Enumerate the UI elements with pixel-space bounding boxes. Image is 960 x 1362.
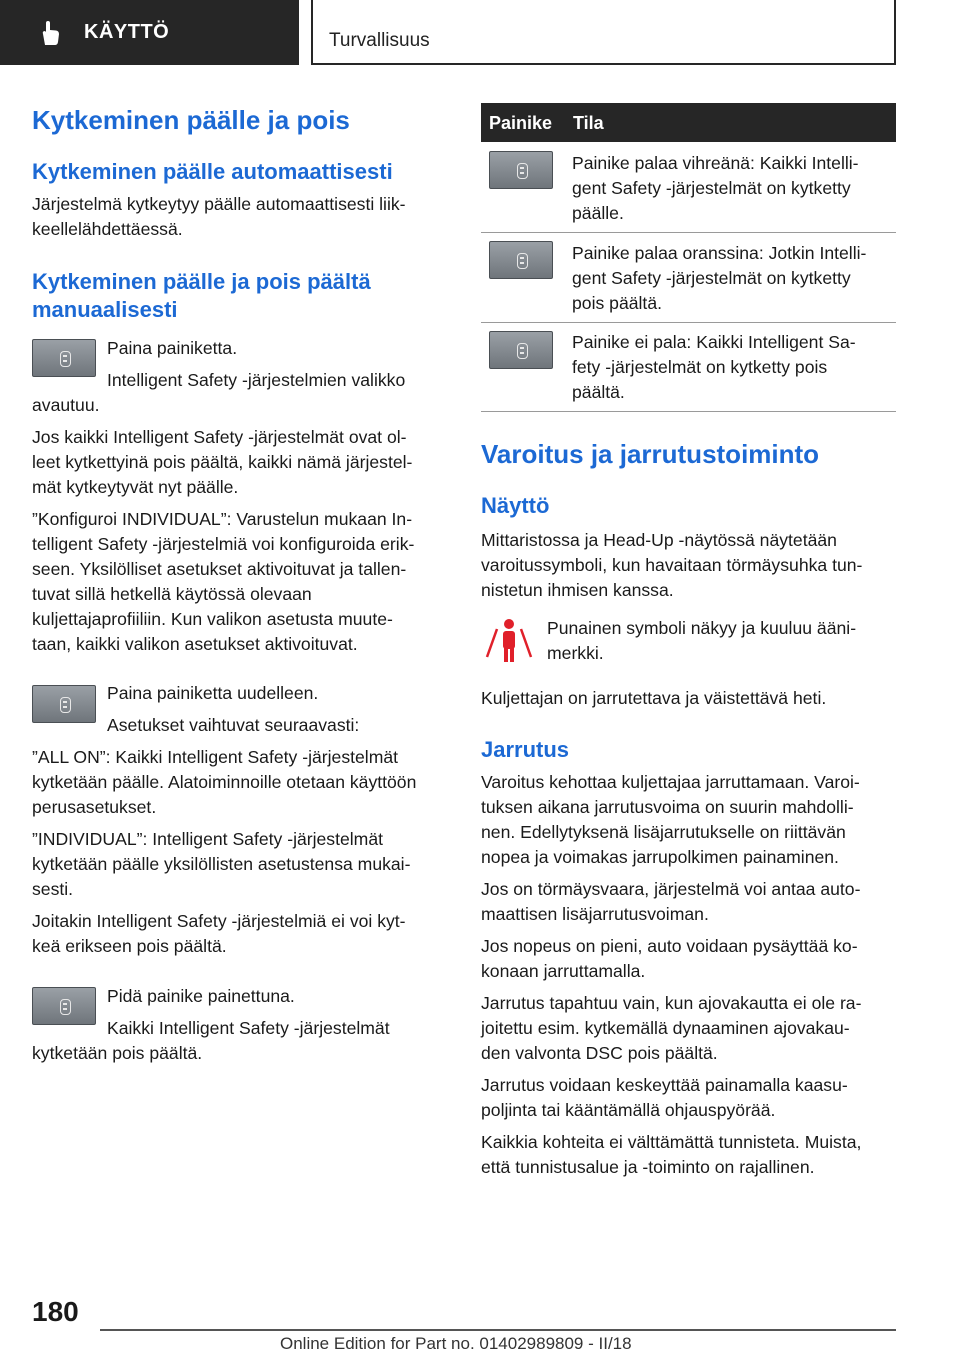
section-tab <box>0 0 299 65</box>
text-brake3-2: konaan jarruttamalla. <box>481 961 646 981</box>
text-brake4-2: joitettu esim. kytkemällä dynaaminen ajovakau- <box>481 1018 850 1038</box>
button-green-icon <box>489 151 553 189</box>
text-brake1-2: tuksen aikana jarrutusvoima on suurin mahdolli- <box>481 797 854 817</box>
table-row2-line1: Painike palaa oranssina: Jotkin Intelli- <box>572 243 867 263</box>
text-some-2: keä erikseen pois päältä. <box>32 936 227 956</box>
step1-line3: avautuu. <box>32 395 100 415</box>
text-brake6-1: Kaikkia kohteita ei välttämättä tunnisteta. Muista, <box>481 1132 862 1152</box>
step1-line2: Intelligent Safety -järjestelmien valikko <box>107 370 406 390</box>
table-row1-line1: Painike palaa vihreänä: Kaikki Intelli- <box>572 153 859 173</box>
text-config-4: tuvat sillä hetkellä käytössä olevaan <box>32 584 312 604</box>
table-row3-line2: fety -järjestelmät on kytketty pois <box>572 357 828 377</box>
step3-line3: kytketään pois päältä. <box>32 1043 203 1063</box>
table-row2-line3: pois päältä. <box>572 293 662 313</box>
text-brake1-1: Varoitus kehottaa kuljettajaa jarruttamaan. Varoi- <box>481 772 860 792</box>
table-col-button: Painike <box>489 113 553 133</box>
hand-icon <box>36 18 66 48</box>
section-label: KÄYTTÖ <box>84 21 170 43</box>
intelligent-safety-button-icon-2 <box>32 685 96 723</box>
text-indiv-3: sesti. <box>32 879 74 899</box>
table-row1-line2: gent Safety -järjestelmät on kytketty <box>572 178 851 198</box>
step3-line1: Pidä painike painettuna. <box>107 986 295 1006</box>
table-row-divider <box>481 322 896 323</box>
text-auto-2: keellelähdettäessä. <box>32 219 183 239</box>
text-config-5: kuljettajaprofiiliin. Kun valikon asetusta muute- <box>32 609 393 629</box>
table-row2-line2: gent Safety -järjestelmät on kytketty <box>572 268 851 288</box>
heading-manual-1: Kytkeminen päälle ja pois päältä <box>32 269 371 294</box>
step2-line2: Asetukset vaihtuvat seuraavasti: <box>107 715 360 735</box>
text-allon-2: kytketään päälle. Alatoiminnoille otetaan käyttöön <box>32 772 417 792</box>
step3-line2: Kaikki Intelligent Safety -järjestelmät <box>107 1018 390 1038</box>
text-brake5-2: poljinta tai kääntämällä ohjauspyörää. <box>481 1100 776 1120</box>
button-off-icon <box>489 331 553 369</box>
table-row-divider <box>481 232 896 233</box>
step1-line1: Paina painiketta. <box>107 338 238 358</box>
button-orange-icon <box>489 241 553 279</box>
table-col-state: Tila <box>573 113 604 133</box>
heading-warning-brake: Varoitus ja jarrutustoiminto <box>481 439 820 469</box>
text-brake3-1: Jos nopeus on pieni, auto voidaan pysäyttää ko- <box>481 936 858 956</box>
text-allon-3: perusasetukset. <box>32 797 157 817</box>
text-brake6-2: että tunnistusalue ja -toiminto on rajallinen. <box>481 1157 815 1177</box>
text-brake1-4: nopea ja voimakas jarrupolkimen painaminen. <box>481 847 839 867</box>
text-display-1: Mittaristossa ja Head-Up -näytössä näytetään <box>481 530 837 550</box>
text-indiv-1: ”INDIVIDUAL”: Intelligent Safety -järjestelmät <box>32 829 384 849</box>
text-all-off-1: Jos kaikki Intelligent Safety -järjestelmät ovat ol- <box>32 427 407 447</box>
text-brake1-3: nen. Edellytyksenä lisäjarrutukselle on riittävän <box>481 822 846 842</box>
text-driver: Kuljettajan on jarrutettava ja väistettävä heti. <box>481 688 827 708</box>
chapter-header <box>311 0 896 65</box>
text-auto-1: Järjestelmä kytkeytyy päälle automaattisesti liik- <box>32 194 406 214</box>
text-all-off-2: leet kytkettyinä pois päältä, kaikki nämä järjestel- <box>32 452 413 472</box>
text-allon-1: ”ALL ON”: Kaikki Intelligent Safety -järjestelmät <box>32 747 399 767</box>
text-display-2: varoitussymboli, kun havaitaan törmäysuhka tun- <box>481 555 863 575</box>
footer-divider <box>100 1329 896 1331</box>
page-number: 180 <box>32 1296 79 1327</box>
text-display-3: nistetun ihmisen kanssa. <box>481 580 674 600</box>
table-row-divider <box>481 411 896 412</box>
footer-edition: Online Edition for Part no. 01402989809 - II/18 <box>280 1334 632 1353</box>
text-brake4-1: Jarrutus tapahtuu vain, kun ajovakautta ei ole ra- <box>481 993 862 1013</box>
text-config-6: taan, kaikki valikon asetukset aktivoituvat. <box>32 634 358 654</box>
heading-auto-on: Kytkeminen päälle automaattisesti <box>32 159 393 184</box>
text-brake2-2: maattisen lisäjarrutusvoiman. <box>481 904 709 924</box>
table-row3-line3: päältä. <box>572 382 625 402</box>
text-all-off-3: mät kytkeytyvät nyt päälle. <box>32 477 239 497</box>
intelligent-safety-button-icon-3 <box>32 987 96 1025</box>
text-warning-2: merkki. <box>547 643 604 663</box>
pedestrian-warning-icon <box>481 613 537 665</box>
text-warning-1: Punainen symboli näkyy ja kuuluu ääni- <box>547 618 857 638</box>
text-indiv-2: kytketään päälle yksilöllisten asetustensa mukai- <box>32 854 411 874</box>
intelligent-safety-button-icon <box>32 339 96 377</box>
heading-braking: Jarrutus <box>481 737 570 762</box>
table-row1-line3: päälle. <box>572 203 624 223</box>
chapter-title: Turvallisuus <box>329 30 430 51</box>
text-some-1: Joitakin Intelligent Safety -järjestelmiä ei voi kyt- <box>32 911 406 931</box>
text-config-1: ”Konfiguroi INDIVIDUAL”: Varustelun mukaan In- <box>32 509 413 529</box>
table-header <box>481 103 896 142</box>
text-brake4-3: den valvonta DSC pois päältä. <box>481 1043 718 1063</box>
text-brake2-1: Jos on törmäysvaara, järjestelmä voi antaa auto- <box>481 879 861 899</box>
step2-line1: Paina painiketta uudelleen. <box>107 683 319 703</box>
heading-switch-on-off: Kytkeminen päälle ja pois <box>32 105 350 135</box>
heading-manual-2: manuaalisesti <box>32 297 178 322</box>
text-config-2: telligent Safety -järjestelmiä voi konfiguroida erik- <box>32 534 415 554</box>
text-config-3: seen. Yksilölliset asetukset aktivoituvat ja tallen- <box>32 559 407 579</box>
text-brake5-1: Jarrutus voidaan keskeyttää painamalla kaasu- <box>481 1075 848 1095</box>
heading-display: Näyttö <box>481 493 550 518</box>
table-row3-line1: Painike ei pala: Kaikki Intelligent Sa- <box>572 332 856 352</box>
